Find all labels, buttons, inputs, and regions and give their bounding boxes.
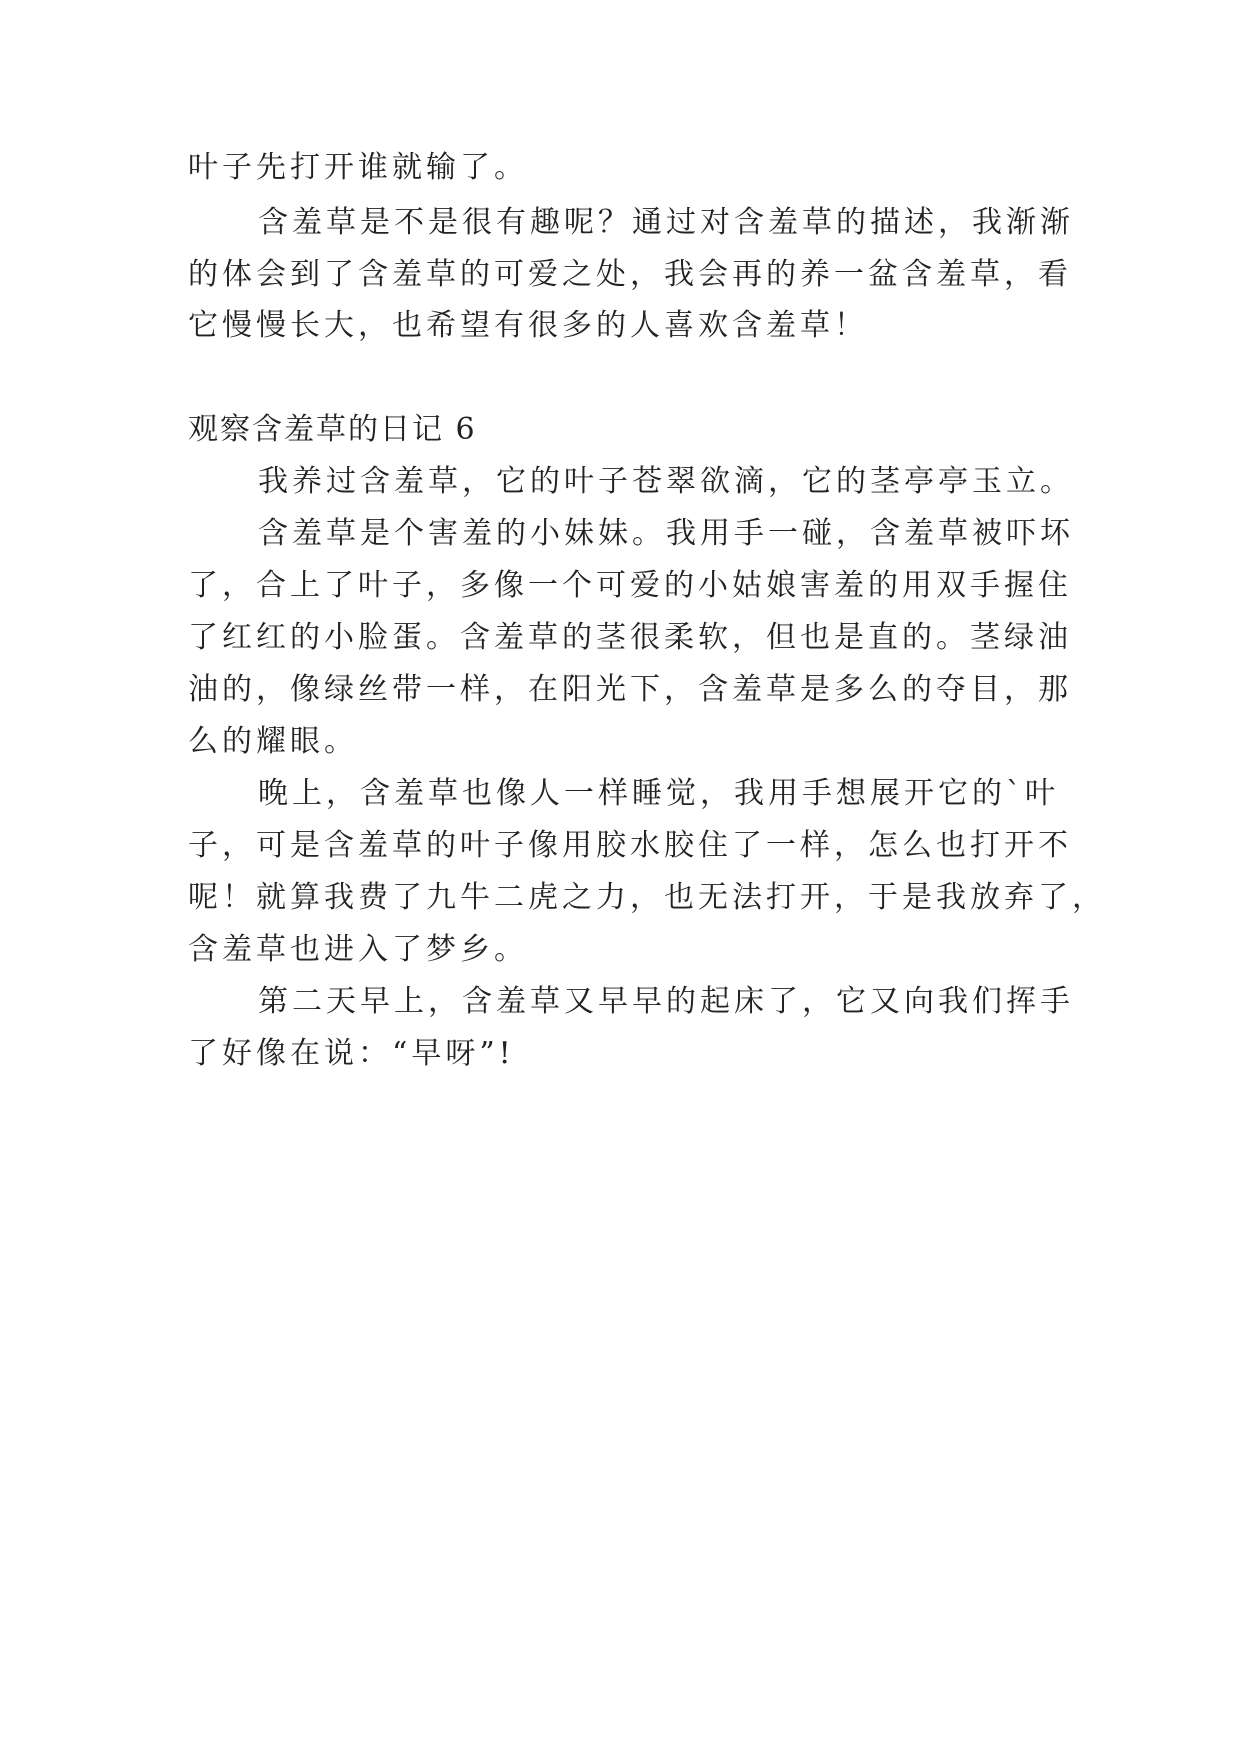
paragraph-line: 含羞草也进入了梦乡。 [188,932,528,967]
paragraph-line: 了红红的小脸蛋。含羞草的茎很柔软，但也是直的。茎绿油 [188,620,1072,655]
paragraph-line: 晚上，含羞草也像人一样睡觉，我用手想展开它的`叶 [258,776,1059,811]
paragraph-line: 它慢慢长大，也希望有很多的人喜欢含羞草！ [188,308,868,343]
paragraph-line: 子，可是含羞草的叶子像用胶水胶住了一样，怎么也打开不 [188,828,1072,863]
paragraph-line: 的体会到了含羞草的可爱之处，我会再的养一盆含羞草，看 [188,257,1072,292]
paragraph-line: 叶子先打开谁就输了。 [188,150,528,185]
paragraph-line: 么的耀眼。 [188,724,358,759]
paragraph-line: 了好像在说：“早呀”! [188,1036,515,1071]
paragraph-line: 了，合上了叶子，多像一个可爱的小姑娘害羞的用双手握住 [188,568,1072,603]
paragraph-line: 第二天早上，含羞草又早早的起床了，它又向我们挥手 [258,984,1074,1019]
paragraph-line: 含羞草是不是很有趣呢？通过对含羞草的描述，我渐渐 [258,205,1074,240]
section-heading: 观察含羞草的日记 6 [188,412,477,447]
paragraph-line: 油的，像绿丝带一样，在阳光下，含羞草是多么的夺目，那 [188,672,1072,707]
paragraph-line: 我养过含羞草，它的叶子苍翠欲滴，它的茎亭亭玉立。 [258,464,1074,499]
paragraph-line: 呢！就算我费了九牛二虎之力，也无法打开，于是我放弃了， [188,880,1106,915]
paragraph-line: 含羞草是个害羞的小妹妹。我用手一碰，含羞草被吓坏 [258,516,1074,551]
